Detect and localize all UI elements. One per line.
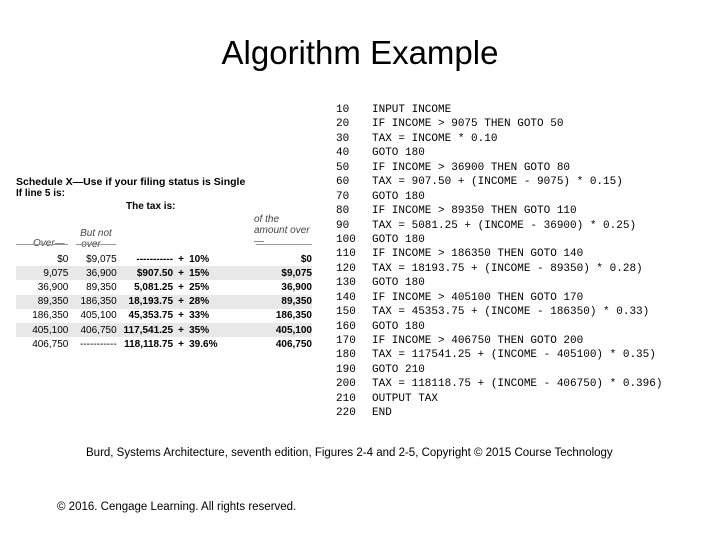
line-number: 170 — [336, 335, 356, 347]
code-line — [336, 175, 662, 189]
cell-base: 5,081.25 — [134, 281, 174, 293]
code-line — [336, 305, 662, 319]
schedule-header — [16, 188, 312, 250]
line-number: 70 — [336, 190, 350, 203]
cell-not-over: 406,750 — [68, 323, 116, 337]
cell-amount-over: $0 — [300, 253, 312, 265]
cell-base: $907.50 — [117, 266, 173, 280]
header-rule — [76, 244, 116, 245]
code-line — [336, 392, 662, 406]
cell-base: 18,193.75 — [117, 295, 173, 309]
table-row — [16, 323, 312, 337]
schedule-table — [16, 252, 312, 351]
code-line — [336, 363, 662, 377]
code-line — [336, 204, 662, 218]
cell-rate: 39.6% — [189, 338, 218, 350]
cell-over: 89,350 — [16, 295, 68, 309]
cell-over: 406,750 — [32, 338, 69, 350]
statement: GOTO 180 — [372, 190, 425, 203]
line-number: 120 — [336, 262, 356, 275]
cell-plus: + — [173, 266, 189, 280]
cell-plus: + — [178, 310, 184, 322]
cell-amount-over: 186,350 — [275, 310, 312, 322]
cell-base: ----------- — [136, 253, 174, 265]
code-line — [336, 190, 662, 204]
cell-not-over: 405,100 — [80, 310, 117, 322]
slide-title: Algorithm Example — [221, 34, 499, 71]
schedule-heading: Schedule X—Use if your filing status is Single — [16, 176, 246, 188]
statement: TAX = 45353.75 + (INCOME - 186350) * 0.33) — [372, 306, 650, 319]
cell-not-over: ----------- — [80, 338, 117, 350]
cell-over: 36,900 — [37, 281, 69, 293]
code-line — [336, 146, 662, 160]
code-line — [336, 406, 662, 420]
code-line — [336, 291, 662, 305]
statement: IF INCOME > 405100 THEN GOTO 170 — [372, 291, 584, 304]
cell-rate: 28% — [189, 295, 229, 309]
line-number: 90 — [336, 219, 350, 232]
statement: INPUT INCOME — [372, 104, 452, 116]
code-line — [336, 377, 662, 391]
statement: OUTPUT TAX — [372, 392, 439, 405]
statement: TAX = 117541.25 + (INCOME - 405100) * 0.35) — [372, 349, 656, 362]
code-line — [336, 247, 662, 261]
table-row — [16, 309, 312, 323]
cell-not-over: $9,075 — [86, 253, 117, 265]
line-number: 30 — [336, 132, 350, 145]
line-number: 110 — [336, 248, 356, 261]
cell-over: 9,075 — [16, 266, 68, 280]
header-rule — [256, 244, 312, 245]
statement: TAX = 907.50 + (INCOME - 9075) * 0.15) — [372, 176, 623, 189]
statement: GOTO 180 — [372, 320, 425, 333]
cell-not-over: 186,350 — [68, 295, 116, 309]
code-line — [336, 262, 662, 276]
statement: GOTO 180 — [372, 147, 425, 160]
cell-not-over: 89,350 — [86, 281, 117, 293]
code-line — [336, 233, 662, 247]
cell-amount-over: 405,100 — [229, 323, 312, 337]
line-number: 10 — [336, 104, 350, 116]
line-number: 130 — [336, 277, 356, 290]
statement: END — [372, 407, 392, 420]
code-line — [336, 161, 662, 175]
cell-base: 45,353.75 — [128, 310, 174, 322]
but-not-over-header: But not over— — [80, 228, 112, 250]
cell-rate: 15% — [189, 266, 229, 280]
figure-credit: Burd, Systems Architecture, seventh edition, Figures 2-4 and 2-5, Copyright © 2015 Course Technology — [86, 447, 613, 459]
cell-rate: 25% — [189, 281, 210, 293]
table-row — [16, 295, 312, 309]
tax-is-label: The tax is: — [126, 201, 176, 212]
cell-over: 405,100 — [16, 323, 68, 337]
code-line — [336, 117, 662, 131]
statement: IF INCOME > 89350 THEN GOTO 110 — [372, 205, 577, 218]
statement: IF INCOME > 9075 THEN GOTO 50 — [372, 118, 564, 131]
line-number: 180 — [336, 349, 356, 362]
code-line — [336, 132, 662, 146]
statement: IF INCOME > 186350 THEN GOTO 140 — [372, 248, 584, 261]
statement: GOTO 210 — [372, 363, 425, 376]
code-line — [336, 219, 662, 233]
cell-plus: + — [178, 338, 184, 350]
line-number: 200 — [336, 378, 356, 391]
line-number: 220 — [336, 407, 356, 420]
statement: TAX = INCOME * 0.10 — [372, 132, 498, 145]
line-number: 50 — [336, 161, 350, 174]
cell-plus: + — [173, 323, 189, 337]
cell-amount-over: $9,075 — [229, 266, 312, 280]
cell-plus: + — [173, 295, 189, 309]
code-line — [336, 320, 662, 334]
copyright-notice: © 2016. Cengage Learning. All rights reserved. — [57, 501, 297, 513]
line-number: 60 — [336, 176, 350, 189]
table-row — [16, 266, 312, 280]
line-number: 20 — [336, 118, 350, 131]
cell-not-over: 36,900 — [68, 266, 116, 280]
cell-amount-over: 89,350 — [229, 295, 312, 309]
table-row — [16, 280, 312, 294]
code-line — [336, 276, 662, 290]
cell-base: 117,541.25 — [117, 323, 173, 337]
cell-amount-over: 36,900 — [281, 281, 312, 293]
statement: IF INCOME > 406750 THEN GOTO 200 — [372, 335, 584, 347]
line-number: 150 — [336, 306, 356, 319]
statement: GOTO 180 — [372, 277, 425, 290]
cell-plus: + — [178, 253, 184, 265]
tax-schedule — [16, 176, 312, 351]
line-number: 210 — [336, 392, 356, 405]
line-number: 140 — [336, 291, 356, 304]
cell-rate: 10% — [189, 253, 210, 265]
cell-over: $0 — [57, 253, 69, 265]
header-rule — [16, 244, 68, 245]
statement: IF INCOME > 36900 THEN GOTO 80 — [372, 161, 571, 174]
cell-rate: 33% — [189, 310, 210, 322]
line-number: 160 — [336, 320, 356, 333]
table-row — [16, 252, 312, 266]
statement: TAX = 5081.25 + (INCOME - 36900) * 0.25) — [372, 219, 637, 232]
line-number: 80 — [336, 205, 350, 218]
over-header: Over— — [33, 238, 65, 249]
cell-amount-over: 406,750 — [275, 338, 312, 350]
statement: GOTO 180 — [372, 233, 425, 246]
line-number: 190 — [336, 363, 356, 376]
if-line-label: If line 5 is: — [16, 188, 65, 199]
code-line — [336, 334, 662, 348]
statement: TAX = 118118.75 + (INCOME - 406750) * 0.396) — [372, 378, 663, 391]
statement: TAX = 18193.75 + (INCOME - 89350) * 0.28) — [372, 262, 643, 275]
line-number: 100 — [336, 233, 356, 246]
code-listing — [336, 103, 662, 421]
code-line — [336, 348, 662, 362]
cell-plus: + — [178, 281, 184, 293]
cell-rate: 35% — [189, 323, 229, 337]
code-line — [336, 103, 662, 117]
of-amount-over-header: of the amount over— — [254, 214, 310, 247]
cell-over: 186,350 — [32, 310, 69, 322]
line-number: 40 — [336, 147, 350, 160]
cell-base: 118,118.75 — [124, 338, 174, 350]
table-row — [16, 337, 312, 351]
